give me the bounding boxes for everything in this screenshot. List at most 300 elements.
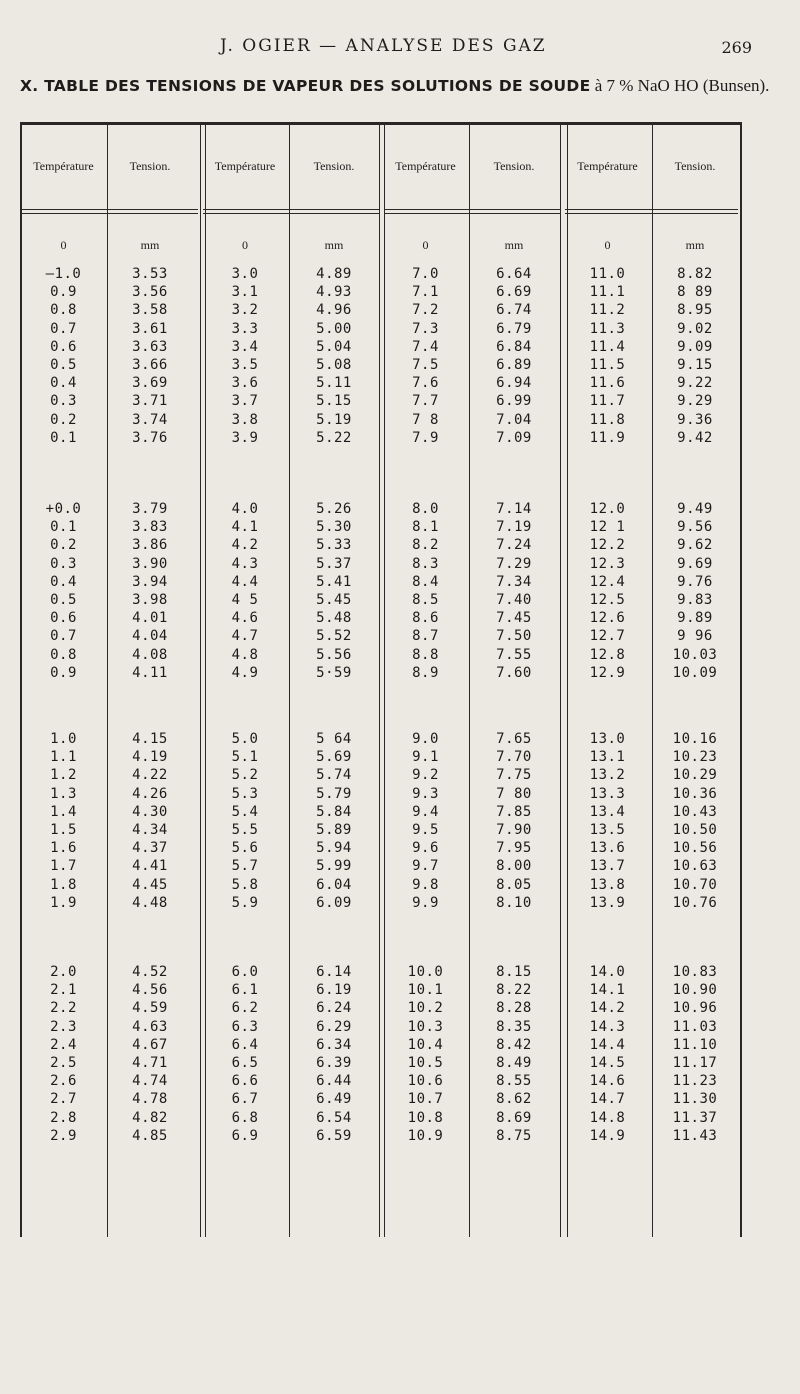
temperature-cell: 9.0: [412, 731, 439, 747]
tension-cell: 3.74: [132, 411, 168, 428]
tension-cell: 8.69: [496, 1109, 532, 1126]
tension-cell: 6.99: [496, 393, 532, 410]
header-tension: Tension.: [493, 159, 535, 173]
tension-cell: 10.70: [672, 876, 718, 893]
temperature-cell: 0.2: [50, 537, 77, 554]
tension-cell: 4.37: [132, 840, 168, 857]
tension-cell: 5.69: [316, 749, 352, 766]
tension-cell: 4.85: [132, 1127, 168, 1144]
tension-cell: 6.59: [316, 1127, 352, 1144]
tension-cell: 6.54: [316, 1109, 352, 1126]
temperature-cell: 13.1: [589, 749, 626, 766]
tension-cell: 4.78: [132, 1091, 168, 1108]
temperature-cell: 9.8: [412, 876, 439, 893]
running-head: [0, 30, 800, 60]
temperature-cell: 4.4: [231, 573, 259, 590]
tension-cell: 3.79: [132, 501, 168, 517]
temperature-cell: 10.2: [407, 1000, 444, 1017]
temperature-cell: 7.0: [412, 266, 439, 282]
temperature-cell: 4.0: [231, 501, 259, 517]
temperature-cell: 1.9: [50, 894, 77, 911]
temperature-cell: 2.2: [50, 1000, 77, 1017]
table-title-caps: X. TABLE DES TENSIONS DE VAPEUR DES SOLUTIONS DE SOUDE: [20, 77, 591, 95]
header-temperature: Température: [395, 159, 456, 173]
tension-cell: 4.56: [132, 982, 168, 999]
temperature-cell: 9.1: [412, 749, 439, 766]
tension-cell: 9.89: [677, 610, 713, 627]
temperature-cell: 7.2: [412, 302, 439, 319]
tension-cell: 4.71: [132, 1055, 168, 1071]
temperature-cell: 6.7: [231, 1091, 259, 1108]
temperature-cell: 0.7: [50, 628, 77, 645]
temperature-cell: 8.6: [412, 610, 439, 627]
temperature-cell: 2.1: [50, 982, 77, 999]
tension-cell: 5.11: [316, 375, 352, 392]
temperature-cell: 8.2: [412, 537, 439, 554]
tension-cell: 5.94: [316, 840, 352, 857]
temperature-cell: 13.0: [589, 731, 626, 747]
tension-cell: 6.19: [316, 982, 352, 999]
temperature-cell: 14.3: [589, 1018, 626, 1035]
tension-cell: 9.22: [677, 375, 713, 392]
tension-cell: 8.62: [496, 1091, 532, 1108]
table-title: [20, 76, 790, 96]
tension-cell: 7.19: [496, 519, 532, 536]
tension-cell: 5.00: [316, 320, 352, 337]
tension-cell: 6.64: [496, 266, 532, 282]
temperature-cell: 8.3: [412, 555, 439, 572]
tension-cell: 11.37: [672, 1109, 718, 1126]
tension-cell: 3.63: [132, 338, 168, 355]
tension-cell: 5.08: [316, 357, 352, 373]
tension-cell: 4.15: [132, 731, 168, 747]
tension-cell: 11.30: [672, 1091, 718, 1108]
tension-cell: 6.29: [316, 1018, 352, 1035]
temperature-cell: 13.4: [589, 803, 626, 820]
tension-cell: 5.48: [316, 610, 352, 627]
temperature-cell: 14.8: [589, 1109, 626, 1126]
temperature-cell: 5.0: [231, 731, 259, 747]
temperature-cell: 13.7: [589, 858, 626, 875]
temperature-cell: 5.7: [231, 858, 259, 875]
temperature-cell: 12.0: [589, 501, 626, 517]
tension-cell: 11.10: [672, 1036, 718, 1053]
temperature-cell: 8.4: [412, 573, 439, 590]
temperature-cell: 6.6: [231, 1073, 259, 1090]
tension-cell: 4.45: [132, 876, 168, 893]
tension-cell: 5.79: [316, 785, 352, 802]
tension-cell: 7.45: [496, 610, 532, 627]
tension-cell: 8.28: [496, 1000, 532, 1017]
temperature-cell: 4.3: [231, 555, 259, 572]
temperature-cell: 5.2: [231, 767, 259, 784]
temperature-cell: 1.6: [50, 840, 77, 857]
tension-cell: 9.36: [677, 411, 713, 428]
tension-cell: 11.43: [672, 1127, 718, 1144]
column-rule: [379, 125, 380, 1237]
tension-cell: 6.44: [316, 1073, 352, 1090]
tension-cell: 7.09: [496, 429, 532, 446]
tension-cell: 9.49: [677, 501, 713, 517]
temperature-cell: 3.7: [231, 393, 259, 410]
tension-cell: 6.09: [316, 894, 352, 911]
header-temperature: Température: [214, 159, 276, 173]
temperature-cell: 0.7: [50, 320, 77, 337]
tension-cell: 6.49: [316, 1091, 352, 1108]
tension-cell: 10.96: [672, 1000, 718, 1017]
tension-cell: 10.63: [672, 858, 718, 875]
temperature-cell: 7.5: [412, 357, 439, 373]
temperature-cell: 1.7: [50, 858, 77, 875]
temperature-cell: 6.0: [231, 964, 259, 980]
temperature-cell: 2.5: [50, 1055, 77, 1071]
temperature-cell: 6.4: [231, 1036, 259, 1053]
temperature-cell: 7.1: [412, 284, 439, 301]
temperature-cell: 10.8: [407, 1109, 444, 1126]
temperature-cell: +0.0: [45, 501, 82, 517]
temperature-cell: 7 8: [412, 411, 439, 428]
tension-cell: 4.34: [132, 822, 168, 838]
tension-cell: 10.90: [672, 982, 718, 999]
tension-cell: 4.01: [132, 610, 168, 627]
temperature-cell: 6.3: [231, 1018, 259, 1035]
temperature-cell: 3.1: [231, 284, 259, 301]
tension-cell: 9.15: [677, 357, 713, 373]
temperature-cell: 13.3: [589, 785, 626, 802]
tension-cell: 5.04: [316, 338, 352, 355]
unit-temperature: 0: [60, 238, 67, 252]
tension-cell: 6.89: [496, 357, 532, 373]
temperature-cell: 9.2: [412, 767, 439, 784]
temperature-cell: 5.3: [231, 785, 259, 802]
tension-cell: 7.24: [496, 537, 532, 554]
temperature-cell: 10.7: [407, 1091, 444, 1108]
temperature-cell: 10.5: [407, 1055, 444, 1071]
temperature-cell: 5.9: [231, 894, 259, 911]
temperature-cell: 7.4: [412, 338, 439, 355]
tension-cell: 5·59: [316, 664, 352, 681]
temperature-cell: 3.4: [231, 338, 259, 355]
tension-cell: 8.49: [496, 1055, 532, 1071]
tension-cell: 3.61: [132, 320, 168, 337]
tension-cell: 5.52: [316, 628, 352, 645]
tension-cell: 3.53: [132, 266, 168, 282]
temperature-cell: 2.4: [50, 1036, 77, 1053]
temperature-cell: 7.3: [412, 320, 439, 337]
temperature-cell: 9.5: [412, 822, 439, 838]
unit-temperature: 0: [604, 238, 611, 252]
temperature-cell: 13.5: [589, 822, 626, 838]
temperature-cell: 3.2: [231, 302, 259, 319]
header-temperature: Température: [33, 159, 94, 173]
tension-cell: 5.89: [316, 822, 352, 838]
temperature-cell: 0.4: [50, 573, 77, 590]
temperature-cell: 0.1: [50, 519, 77, 536]
tension-cell: 4.93: [316, 284, 352, 301]
temperature-cell: 1.0: [50, 731, 77, 747]
tension-cell: 8.82: [677, 266, 713, 282]
temperature-cell: 11.6: [589, 375, 626, 392]
tension-cell: 4.67: [132, 1036, 168, 1053]
tension-cell: 8.75: [496, 1127, 532, 1144]
temperature-cell: 14.6: [589, 1073, 626, 1090]
tension-cell: 4.04: [132, 628, 168, 645]
temperature-cell: 6.2: [231, 1000, 259, 1017]
unit-tension: mm: [324, 238, 344, 252]
temperature-cell: 13.2: [589, 767, 626, 784]
tension-cell: 8.05: [496, 876, 532, 893]
tension-cell: 10.36: [672, 785, 718, 802]
tension-cell: 5.56: [316, 646, 352, 663]
tension-cell: 7.55: [496, 646, 532, 663]
temperature-cell: 11.1: [589, 284, 626, 301]
header-rule: [565, 213, 738, 214]
temperature-cell: 1.2: [50, 767, 77, 784]
tension-cell: 10.56: [672, 840, 718, 857]
temperature-cell: 11.3: [589, 320, 626, 337]
header-tension: Tension.: [313, 159, 355, 173]
tension-cell: 6.39: [316, 1055, 352, 1071]
temperature-cell: 10.3: [407, 1018, 444, 1035]
tension-cell: 4.48: [132, 894, 168, 911]
unit-temperature: 0: [422, 238, 429, 252]
tension-cell: 10.43: [672, 803, 718, 820]
temperature-cell: 0.3: [50, 555, 77, 572]
tension-cell: 8.42: [496, 1036, 532, 1053]
tension-cell: 8.15: [496, 964, 532, 980]
temperature-cell: 11.9: [589, 429, 626, 446]
tension-cell: 10.23: [672, 749, 718, 766]
tension-cell: 9.76: [677, 573, 713, 590]
temperature-cell: 6.5: [231, 1055, 259, 1071]
temperature-cell: 12.2: [589, 537, 626, 554]
tension-cell: 4.19: [132, 749, 168, 766]
temperature-cell: 9.3: [412, 785, 439, 802]
tension-cell: 10.09: [672, 664, 718, 681]
tension-cell: 3.98: [132, 592, 168, 608]
temperature-cell: 0.9: [50, 284, 77, 301]
tension-cell: 4.22: [132, 767, 168, 784]
temperature-cell: 10.9: [407, 1127, 444, 1144]
temperature-cell: 5.4: [231, 803, 259, 820]
header-tension: Tension.: [674, 159, 716, 173]
header-rule: [565, 209, 738, 210]
temperature-cell: 0.9: [50, 664, 77, 681]
tension-cell: 3.58: [132, 302, 168, 319]
header-rule: [22, 209, 198, 210]
tension-cell: 5.45: [316, 592, 352, 608]
tension-cell: 5.30: [316, 519, 352, 536]
temperature-cell: 8.8: [412, 646, 439, 663]
tension-cell: 9.69: [677, 555, 713, 572]
tension-cell: 4.26: [132, 785, 168, 802]
tension-cell: 6.84: [496, 338, 532, 355]
tension-cell: 6.14: [316, 964, 352, 980]
temperature-cell: 9.7: [412, 858, 439, 875]
tension-cell: 9 96: [677, 628, 713, 645]
temperature-cell: 7.6: [412, 375, 439, 392]
temperature-cell: 4.6: [231, 610, 259, 627]
tension-cell: 9.83: [677, 592, 713, 608]
temperature-cell: 5.5: [231, 822, 259, 838]
temperature-cell: 14.7: [589, 1091, 626, 1108]
tension-cell: 5.41: [316, 573, 352, 590]
temperature-cell: 0.5: [50, 357, 77, 373]
column-rule: [200, 125, 201, 1237]
running-head-title: J. OGIER — ANALYSE DES GAZ: [220, 36, 547, 56]
temperature-cell: 2.0: [50, 964, 77, 980]
temperature-cell: 2.8: [50, 1109, 77, 1126]
temperature-cell: 4 5: [231, 592, 259, 608]
tension-cell: 7 80: [496, 785, 532, 802]
temperature-cell: 13.8: [589, 876, 626, 893]
tension-cell: 9.42: [677, 429, 713, 446]
tension-cell: 9.56: [677, 519, 713, 536]
unit-tension: mm: [140, 238, 160, 252]
temperature-cell: 9.4: [412, 803, 439, 820]
temperature-cell: 12.7: [589, 628, 626, 645]
temperature-cell: 14.5: [589, 1055, 626, 1071]
tension-cell: 9.09: [677, 338, 713, 355]
tension-cell: 4.30: [132, 803, 168, 820]
tension-cell: 7.04: [496, 411, 532, 428]
tension-cell: 7.50: [496, 628, 532, 645]
temperature-cell: 4.9: [231, 664, 259, 681]
temperature-cell: 14.9: [589, 1127, 626, 1144]
tension-cell: 5.19: [316, 411, 352, 428]
temperature-cell: 4.7: [231, 628, 259, 645]
temperature-cell: 1.3: [50, 785, 77, 802]
temperature-cell: 12.5: [589, 592, 626, 608]
temperature-cell: 11.4: [589, 338, 626, 355]
tension-cell: 5.37: [316, 555, 352, 572]
temperature-cell: 10.4: [407, 1036, 444, 1053]
temperature-cell: 11.2: [589, 302, 626, 319]
temperature-cell: 0.8: [50, 302, 77, 319]
tension-cell: 3.86: [132, 537, 168, 554]
header-rule: [203, 213, 379, 214]
tension-cell: 11.17: [672, 1055, 718, 1071]
temperature-cell: 3.3: [231, 320, 259, 337]
tension-cell: 5 64: [316, 731, 352, 747]
temperature-cell: 7.9: [412, 429, 439, 446]
tension-cell: 9.29: [677, 393, 713, 410]
tension-cell: 5.74: [316, 767, 352, 784]
temperature-cell: 3.6: [231, 375, 259, 392]
tension-cell: 9.02: [677, 320, 713, 337]
tension-cell: 7.60: [496, 664, 532, 681]
column-rule: [560, 125, 561, 1237]
temperature-cell: 0.6: [50, 338, 77, 355]
temperature-cell: 2.3: [50, 1018, 77, 1035]
tension-cell: 8.35: [496, 1018, 532, 1035]
tension-cell: 8.10: [496, 894, 532, 911]
temperature-cell: 11.8: [589, 411, 626, 428]
tension-cell: 5.22: [316, 429, 352, 446]
tension-cell: 10.29: [672, 767, 718, 784]
temperature-cell: 4.1: [231, 519, 259, 536]
temperature-cell: 0.8: [50, 646, 77, 663]
tension-cell: 6.24: [316, 1000, 352, 1017]
temperature-cell: 3.8: [231, 411, 259, 428]
tension-cell: 3.71: [132, 393, 168, 410]
tension-cell: 8.95: [677, 302, 713, 319]
temperature-cell: 4.2: [231, 537, 259, 554]
temperature-cell: 1.8: [50, 876, 77, 893]
tension-cell: 8.55: [496, 1073, 532, 1090]
tension-cell: 8.22: [496, 982, 532, 999]
tension-cell: 4.82: [132, 1109, 168, 1126]
tension-cell: 4.59: [132, 1000, 168, 1017]
temperature-cell: 11.5: [589, 357, 626, 373]
tension-cell: 6.79: [496, 320, 532, 337]
vapor-tension-table: [20, 122, 742, 1237]
temperature-cell: 14.4: [589, 1036, 626, 1053]
temperature-cell: 8.0: [412, 501, 439, 517]
temperature-cell: 9.6: [412, 840, 439, 857]
temperature-cell: 0.3: [50, 393, 77, 410]
temperature-cell: 12 1: [589, 519, 626, 536]
temperature-cell: 3.9: [231, 429, 259, 446]
tension-cell: 5.15: [316, 393, 352, 410]
tension-cell: 5.33: [316, 537, 352, 554]
tension-cell: 6.04: [316, 876, 352, 893]
temperature-cell: 12.8: [589, 646, 626, 663]
temperature-cell: 11.0: [589, 266, 626, 282]
temperature-cell: 7.7: [412, 393, 439, 410]
tension-cell: 3.94: [132, 573, 168, 590]
page-number: 269: [721, 38, 752, 57]
temperature-cell: 0.4: [50, 375, 77, 392]
temperature-cell: —1.0: [45, 266, 82, 282]
tension-cell: 7.95: [496, 840, 532, 857]
temperature-cell: 13.6: [589, 840, 626, 857]
temperature-cell: 3.0: [231, 266, 259, 282]
tension-cell: 4.96: [316, 302, 352, 319]
temperature-cell: 13.9: [589, 894, 626, 911]
tension-cell: 5.99: [316, 858, 352, 875]
tension-cell: 6.94: [496, 375, 532, 392]
temperature-cell: 9.9: [412, 894, 439, 911]
temperature-cell: 0.6: [50, 610, 77, 627]
temperature-cell: 12.4: [589, 573, 626, 590]
tension-cell: 3.83: [132, 519, 168, 536]
tension-cell: 4.89: [316, 266, 352, 282]
header-rule: [22, 213, 198, 214]
temperature-cell: 2.6: [50, 1073, 77, 1090]
header-rule: [384, 209, 560, 210]
temperature-cell: 8.9: [412, 664, 439, 681]
tension-cell: 7.85: [496, 803, 532, 820]
unit-tension: mm: [504, 238, 524, 252]
temperature-cell: 5.1: [231, 749, 259, 766]
temperature-cell: 6.9: [231, 1127, 259, 1144]
tension-cell: 7.65: [496, 731, 532, 747]
temperature-cell: 2.7: [50, 1091, 77, 1108]
temperature-cell: 1.1: [50, 749, 77, 766]
tension-cell: 10.76: [672, 894, 718, 911]
header-rule: [203, 209, 379, 210]
tension-cell: 4.74: [132, 1073, 168, 1090]
temperature-cell: 2.9: [50, 1127, 77, 1144]
tension-cell: 9.62: [677, 537, 713, 554]
header-tension: Tension.: [129, 159, 171, 173]
tension-cell: 7.29: [496, 555, 532, 572]
tension-cell: 7.70: [496, 749, 532, 766]
temperature-cell: 5.6: [231, 840, 259, 857]
temperature-cell: 1.4: [50, 803, 77, 820]
temperature-cell: 4.8: [231, 646, 259, 663]
